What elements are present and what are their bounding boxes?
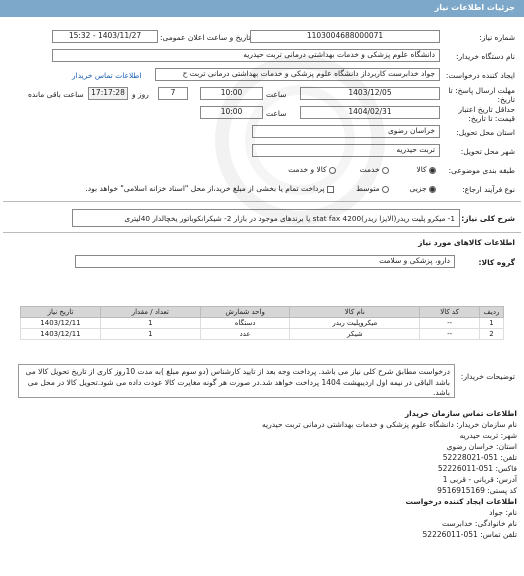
days-field: 7 — [158, 87, 188, 100]
cell-unit: دستگاه — [200, 318, 290, 329]
treasury-checkbox[interactable] — [85, 184, 334, 193]
deadline-time-label: ساعت — [266, 90, 287, 99]
contact-city: شهر: تربت حیدریه — [459, 431, 517, 440]
validity-date-field: 1404/02/31 — [300, 106, 440, 119]
deadline-label: مهلت ارسال پاسخ: تا تاریخ: — [448, 86, 515, 104]
city-label: شهر محل تحویل: — [460, 147, 515, 156]
col-unit-header: واحد شمارش — [200, 307, 290, 318]
radio-icon — [382, 167, 389, 174]
creator-last-name: نام خانوادگی: خدابرست — [442, 519, 517, 528]
cell-qty: 1 — [100, 329, 200, 340]
col-code-header: کد کالا — [420, 307, 480, 318]
treasury-note: پرداخت تمام یا بخشی از مبلغ خرید،از محل "اسناد خزانه اسلامی" خواهد بود. — [85, 184, 325, 193]
contact-province: استان: خراسان رضوی — [446, 442, 517, 451]
cell-code: -- — [420, 318, 480, 329]
remaining-time-field: 17:17:28 — [88, 87, 128, 100]
goods-group-field: دارو، پزشکی و سلامت — [75, 255, 455, 268]
days-label: روز و — [132, 90, 149, 99]
creator-info-title: اطلاعات ایجاد کننده درخواست — [405, 497, 517, 506]
process-option-medium[interactable]: متوسط — [356, 184, 389, 193]
cell-date: 1403/12/11 — [21, 329, 101, 340]
creator-phone: تلفن تماس: 051-52226011 — [422, 530, 517, 539]
col-row-header: ردیف — [480, 307, 504, 318]
cell-name: میکروپلیت ریدر — [290, 318, 420, 329]
province-field: خراسان رضوی — [252, 125, 440, 138]
creator-label: ایجاد کننده درخواست: — [445, 71, 515, 80]
radio-selected-icon — [429, 167, 436, 174]
table-row — [21, 329, 504, 340]
cell-row: 1 — [480, 318, 504, 329]
contact-title: اطلاعات تماس سازمان خریدار — [404, 409, 517, 418]
cell-name: شیکر — [290, 329, 420, 340]
announce-label: تاریخ و ساعت اعلان عمومی: — [160, 33, 251, 42]
goods-info-title: اطلاعات کالاهای مورد نیاز — [418, 238, 515, 247]
radio-selected-icon — [429, 186, 436, 193]
radio-icon — [382, 186, 389, 193]
creator-first-name: نام: جواد — [489, 508, 517, 517]
category-option-service[interactable]: خدمت — [360, 165, 389, 174]
validity-time-field: 10:00 — [200, 106, 263, 119]
cell-qty: 1 — [100, 318, 200, 329]
page-header — [0, 0, 524, 17]
cell-code: -- — [420, 329, 480, 340]
page-title: جزئیات اطلاعات نیاز — [434, 3, 515, 12]
process-option-minor[interactable]: جزیی — [409, 184, 436, 193]
radio-icon — [329, 167, 336, 174]
buyer-label: نام دستگاه خریدار: — [455, 52, 515, 61]
creator-field: جواد خدابرست کاربرداز دانشگاه علوم پزشکی و خدمات بهداشتی درمانی تربت ح — [155, 68, 440, 81]
city-field: تربت حیدریه — [252, 144, 440, 157]
goods-table — [20, 306, 504, 340]
deadline-date-field: 1403/12/05 — [300, 87, 440, 100]
cell-date: 1403/12/11 — [21, 318, 101, 329]
buyer-contact-link[interactable]: اطلاعات تماس خریدار — [72, 71, 142, 80]
summary-label: شرح کلی نیاز: — [461, 214, 515, 223]
col-name-header: نام کالا — [290, 307, 420, 318]
col-qty-header: تعداد / مقدار — [100, 307, 200, 318]
contact-fax: فاکس: 051-52226011 — [437, 464, 517, 473]
need-number-field: 1103004688000071 — [250, 30, 440, 43]
table-row — [21, 318, 504, 329]
validity-label: حداقل تاریخ اعتبار قیمت: تا تاریخ: — [458, 105, 515, 123]
note-label: توضیحات خریدار: — [460, 372, 515, 381]
table-header-row — [21, 307, 504, 318]
deadline-time-field: 10:00 — [200, 87, 263, 100]
buyer-field: دانشگاه علوم پزشکی و خدمات بهداشتی درمانی تربت حیدریه — [52, 49, 440, 62]
summary-field: 1- میکرو پلیت ریدر(الایزا ریدر)stat fax 4200 یا برندهای موجود در بازار 2- شیکرانکوباتور یخچالدار 40لیتری — [72, 209, 460, 227]
contact-phone: تلفن: 051-52228021 — [442, 453, 517, 462]
col-date-header: تاریخ نیاز — [21, 307, 101, 318]
remaining-label: ساعت باقی مانده — [28, 90, 84, 99]
contact-postal: کد پستی: 9516915169 — [437, 486, 517, 495]
process-label: نوع فرآیند ارجاع: — [462, 185, 515, 194]
contact-org: نام سازمان خریدار: دانشگاه علوم پزشکی و خدمات بهداشتی درمانی تربت حیدریه — [262, 420, 517, 429]
validity-time-label: ساعت — [266, 109, 287, 118]
goods-group-label: گروه کالا: — [478, 258, 515, 267]
buyer-note: درخواست مطابق شرح کلی نیاز می باشد. پرداخت وجه بعد از تایید کارشناس (دو سوم مبلغ )به مدت 10روز کاری از تاریخ تحویل کالا می باشد الباقی در نیمه اول اردیبهشت 1404 پرداخت خواهد شد.در صورت هر گونه مغایرت کالا عودت داده می شود.تحویل کالا در محل می باشد. — [18, 364, 455, 398]
category-option-goods[interactable]: کالا — [416, 165, 436, 174]
contact-address: آدرس: قربانی - قربی 1 — [442, 475, 517, 484]
cell-unit: عدد — [200, 329, 290, 340]
category-label: طبقه بندی موضوعی: — [448, 166, 515, 175]
need-number-label: شماره نیاز: — [479, 33, 515, 42]
category-option-both[interactable]: کالا و خدمت — [288, 165, 336, 174]
divider — [3, 232, 521, 233]
cell-row: 2 — [480, 329, 504, 340]
divider — [3, 201, 521, 202]
announce-field: 1403/11/27 - 15:32 — [52, 30, 158, 43]
province-label: استان محل تحویل: — [456, 128, 515, 137]
checkbox-icon — [327, 186, 334, 193]
